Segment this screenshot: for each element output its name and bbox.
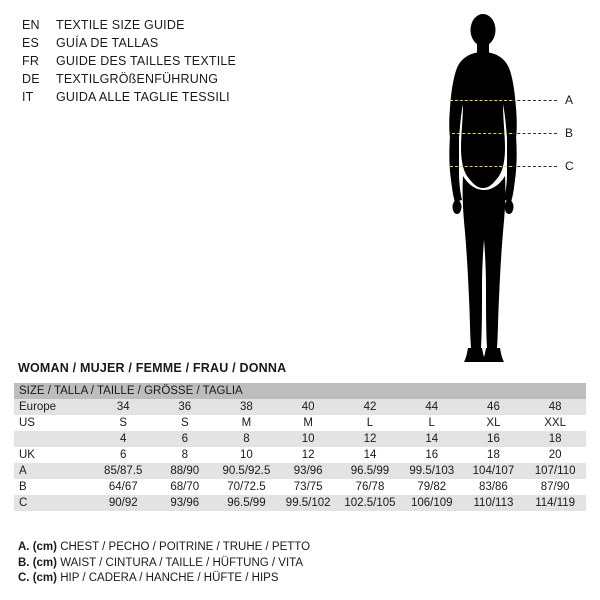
cell: 16 xyxy=(425,449,439,461)
cell: 96.5/99 xyxy=(350,465,390,477)
measure-line-b-tail xyxy=(512,133,557,134)
cell: 93/96 xyxy=(293,465,323,477)
female-silhouette-icon xyxy=(405,8,595,378)
cell: 64/67 xyxy=(108,481,138,493)
cell: 18 xyxy=(548,433,562,445)
measurement-legend xyxy=(18,540,310,587)
cell: 73/75 xyxy=(293,481,323,493)
language-code: ES xyxy=(22,36,40,50)
language-row xyxy=(22,16,322,34)
measure-line-a xyxy=(450,100,512,101)
measure-line-a-tail xyxy=(512,100,557,101)
female-body-figure xyxy=(405,8,595,378)
row-label: Europe xyxy=(19,401,57,413)
cell: XXL xyxy=(544,417,567,429)
cell: 36 xyxy=(178,401,192,413)
table-row xyxy=(14,495,586,511)
cell: 16 xyxy=(487,433,500,445)
measure-label-a: A xyxy=(565,93,574,107)
cell: 68/70 xyxy=(170,481,200,493)
language-title: TEXTILE SIZE GUIDE xyxy=(56,18,185,32)
table-row xyxy=(14,463,586,479)
cell: 44 xyxy=(425,401,439,413)
cell: 90.5/92.5 xyxy=(222,465,271,477)
cell: 79/82 xyxy=(417,481,447,493)
language-title: GUIDE DES TAILLES TEXTILE xyxy=(56,54,237,68)
size-table xyxy=(14,383,586,511)
language-code: IT xyxy=(22,90,34,104)
cell: 88/90 xyxy=(170,465,200,477)
row-label: B xyxy=(19,481,27,493)
cell: 83/86 xyxy=(479,481,508,493)
table-header-row xyxy=(14,383,586,399)
cell: 107/110 xyxy=(534,465,576,477)
cell: L xyxy=(366,417,374,429)
language-title-list xyxy=(22,16,322,106)
row-label: A xyxy=(19,465,27,477)
cell: 6 xyxy=(181,433,188,445)
cell: S xyxy=(180,417,189,429)
cell: 12 xyxy=(301,449,315,461)
language-code: FR xyxy=(22,54,40,68)
measure-line-c-tail xyxy=(512,166,557,167)
cell: 12 xyxy=(363,433,377,445)
table-row xyxy=(14,431,586,447)
table-row xyxy=(14,479,586,495)
language-title: GUIDA ALLE TAGLIE TESSILI xyxy=(56,90,230,104)
row-label xyxy=(14,431,92,447)
language-row xyxy=(22,88,322,106)
cell: 34 xyxy=(116,401,130,413)
cell: 99.5/103 xyxy=(409,465,455,477)
legend-text: WAIST / CINTURA / TAILLE / HÜFTUNG / VITA xyxy=(60,556,303,569)
measure-label-b: B xyxy=(565,126,574,140)
cell: 38 xyxy=(240,401,253,413)
cell: 90/92 xyxy=(108,497,138,509)
cell: 85/87.5 xyxy=(104,465,143,477)
legend-text: HIP / CADERA / HANCHE / HÜFTE / HIPS xyxy=(60,572,279,584)
cell: 14 xyxy=(363,449,377,461)
language-code: EN xyxy=(22,18,40,32)
cell: 76/78 xyxy=(355,481,385,493)
measure-line-c xyxy=(450,166,512,167)
cell: 40 xyxy=(301,401,315,413)
cell: 42 xyxy=(363,401,377,413)
section-title: WOMAN / MUJER / FEMME / FRAU / DONNA xyxy=(18,361,287,375)
legend-key: C. (cm) xyxy=(18,572,57,584)
cell: 96.5/99 xyxy=(227,497,266,509)
language-title: TEXTILGRÖßENFÜHRUNG xyxy=(56,72,219,86)
cell: 46 xyxy=(487,401,500,413)
cell: 20 xyxy=(548,449,562,461)
legend-key: A. (cm) xyxy=(18,541,57,553)
measure-label-c: C xyxy=(565,159,574,173)
legend-row xyxy=(18,556,310,572)
cell: 18 xyxy=(487,449,500,461)
cell: 48 xyxy=(548,401,562,413)
cell: 104/107 xyxy=(472,465,515,477)
cell: 4 xyxy=(120,433,127,445)
cell: 8 xyxy=(243,433,250,445)
cell: M xyxy=(303,417,313,429)
cell: 110/113 xyxy=(473,497,514,509)
cell: 102.5/105 xyxy=(344,497,396,509)
legend-row xyxy=(18,571,310,587)
cell: 6 xyxy=(120,449,127,461)
cell: 99.5/102 xyxy=(285,497,331,509)
language-row xyxy=(22,70,322,88)
table-header-label: SIZE / TALLA / TAILLE / GRÖSSE / TAGLIA xyxy=(19,385,243,397)
language-row xyxy=(22,34,322,52)
legend-key: B. (cm) xyxy=(18,556,57,569)
legend-text: CHEST / PECHO / POITRINE / TRUHE / PETTO xyxy=(60,541,311,553)
table-row xyxy=(14,399,586,415)
language-title: GUÍA DE TALLAS xyxy=(56,36,159,50)
cell: XL xyxy=(486,417,501,429)
cell: 114/119 xyxy=(535,497,576,509)
language-row xyxy=(22,52,322,70)
language-code: DE xyxy=(22,72,40,86)
cell: 93/96 xyxy=(170,497,200,509)
cell: S xyxy=(119,417,128,429)
table-row xyxy=(14,447,586,463)
cell: 70/72.5 xyxy=(227,481,266,493)
row-label: US xyxy=(19,417,35,429)
cell: 87/90 xyxy=(540,481,570,493)
cell: M xyxy=(241,417,252,429)
cell: L xyxy=(428,417,435,429)
legend-row xyxy=(18,540,310,556)
cell: 10 xyxy=(301,433,315,445)
row-label: UK xyxy=(19,449,35,461)
row-label: C xyxy=(19,497,28,509)
measure-line-b xyxy=(452,133,512,134)
cell: 10 xyxy=(240,449,253,461)
cell: 14 xyxy=(425,433,439,445)
table-row xyxy=(14,415,586,431)
cell: 106/109 xyxy=(410,497,453,509)
cell: 8 xyxy=(181,449,188,461)
